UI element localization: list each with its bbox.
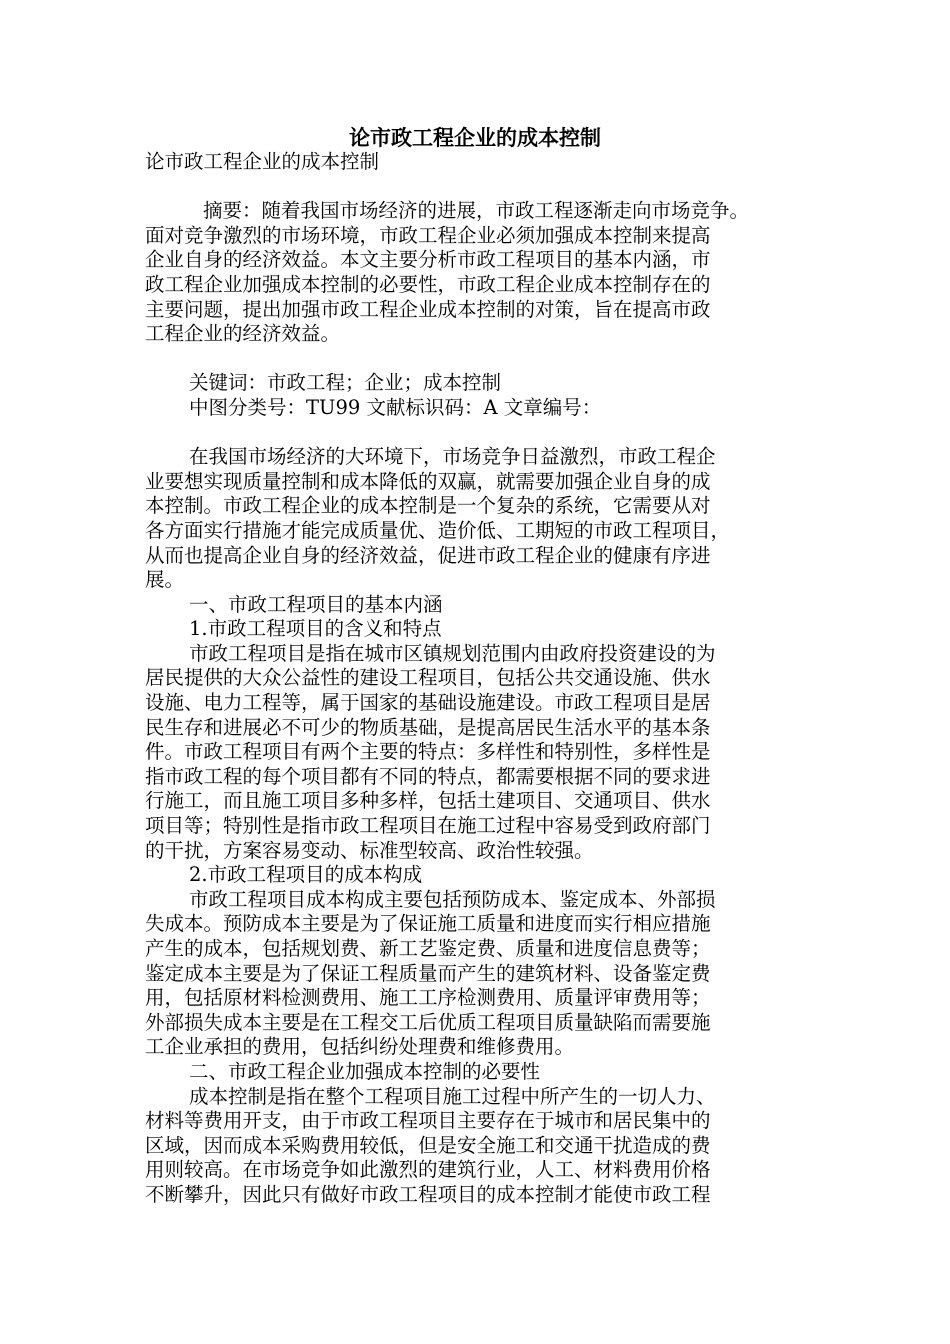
classification-line: 中图分类号：TU99 文献标识码：A 文章编号： [189, 395, 602, 419]
intro-line: 业要想实现质量控制和成本降低的双赢，就需要加强企业自身的成 [145, 469, 711, 493]
abstract-line: 工程企业的经济效益。 [145, 322, 341, 346]
paragraph-line: 不断攀升，因此只有做好市政工程项目的成本控制才能使市政工程 [145, 1182, 711, 1206]
blank-line [145, 175, 805, 200]
paragraph-line: 民生存和进展必不可少的物质基础，是提高居民生活水平的基本条 [145, 715, 711, 739]
subsection-heading: 2.市政工程项目的成本构成 [189, 863, 423, 887]
document-subtitle: 论市政工程企业的成本控制 [145, 150, 380, 173]
paragraph-line: 失成本。预防成本主要是为了保证施工质量和进度而实行相应措施 [145, 912, 711, 936]
subsection-2-paragraph [145, 888, 805, 1060]
paragraph-line: 的干扰，方案容易变动、标准型较高、政治性较强。 [145, 838, 594, 862]
intro-line: 展。 [145, 568, 185, 592]
document-title: 论市政工程企业的成本控制 [349, 126, 601, 150]
paragraph-line: 用，包括原材料检测费用、施工工序检测费用、质量评审费用等； [145, 986, 711, 1010]
paragraph-line: 项目等；特别性是指市政工程项目在施工过程中容易受到政府部门 [145, 814, 711, 838]
paragraph-line: 外部损失成本主要是在工程交工后优质工程项目质量缺陷而需要施 [145, 1010, 711, 1034]
section-heading: 一、市政工程项目的基本内涵 [189, 592, 443, 616]
paragraph-line: 行施工，而且施工项目多种多样，包括土建项目、交通项目、供水 [145, 789, 711, 813]
intro-line: 从而也提高企业自身的经济效益，促进市政工程企业的健康有序进 [145, 543, 711, 567]
paragraph-line: 成本控制是指在整个工程项目施工过程中所产生的一切人力、 [189, 1084, 716, 1108]
paragraph-line: 材料等费用开支，由于市政工程项目主要存在于城市和居民集中的 [145, 1109, 711, 1133]
abstract-line: 企业自身的经济效益。本文主要分析市政工程项目的基本内涵，市 [145, 248, 711, 272]
blank-line [145, 347, 805, 372]
intro-line: 在我国市场经济的大环境下，市场竞争日益激烈，市政工程企 [189, 445, 716, 469]
document-body [145, 150, 805, 1208]
paragraph-line: 设施、电力工程等，属于国家的基础设施建设。市政工程项目是居 [145, 691, 711, 715]
abstract-line: 主要问题，提出加强市政工程企业成本控制的对策，旨在提高市政 [145, 297, 711, 321]
section-2-paragraph [145, 1085, 805, 1208]
abstract-line: 政工程企业加强成本控制的必要性，市政工程企业成本控制存在的 [145, 272, 711, 296]
abstract-paragraph [145, 199, 805, 347]
abstract-line: 摘要：随着我国市场经济的进展，市政工程逐渐走向市场竞争。 [203, 199, 750, 223]
paragraph-line: 指市政工程的每个项目都有不同的特点，都需要根据不同的要求进 [145, 764, 711, 788]
subsection-1-paragraph [145, 642, 805, 863]
paragraph-line: 用则较高。在市场竞争如此激烈的建筑行业，人工、材料费用价格 [145, 1158, 711, 1182]
intro-line: 各方面实行措施才能完成质量优、造价低、工期短的市政工程项目， [145, 518, 731, 542]
blank-line [145, 421, 805, 446]
paragraph-line: 件。市政工程项目有两个主要的特点：多样性和特别性，多样性是 [145, 740, 711, 764]
keywords-line: 关键词：市政工程；企业；成本控制 [189, 371, 502, 395]
paragraph-line: 居民提供的大众公益性的建设工程项目，包括公共交通设施、供水 [145, 666, 711, 690]
paragraph-line: 产生的成本，包括规划费、新工艺鉴定费、质量和进度信息费等； [145, 937, 711, 960]
section-heading: 二、市政工程企业加强成本控制的必要性 [189, 1059, 541, 1083]
abstract-line: 面对竞争激烈的市场环境，市政工程企业必须加强成本控制来提高 [145, 223, 711, 247]
paragraph-line: 市政工程项目是指在城市区镇规划范围内由政府投资建设的为 [189, 641, 716, 665]
paragraph-line: 工企业承担的费用，包括纠纷处理费和维修费用。 [145, 1035, 575, 1059]
intro-line: 本控制。市政工程企业的成本控制是一个复杂的系统，它需要从对 [145, 494, 711, 518]
paragraph-line: 区域，因而成本采购费用较低，但是安全施工和交通干扰造成的费 [145, 1133, 711, 1157]
subsection-heading: 1.市政工程项目的含义和特点 [189, 617, 442, 641]
paragraph-line: 市政工程项目成本构成主要包括预防成本、鉴定成本、外部损 [189, 887, 716, 911]
intro-paragraph [145, 445, 805, 593]
paragraph-line: 鉴定成本主要是为了保证工程质量而产生的建筑材料、设备鉴定费 [145, 961, 711, 985]
